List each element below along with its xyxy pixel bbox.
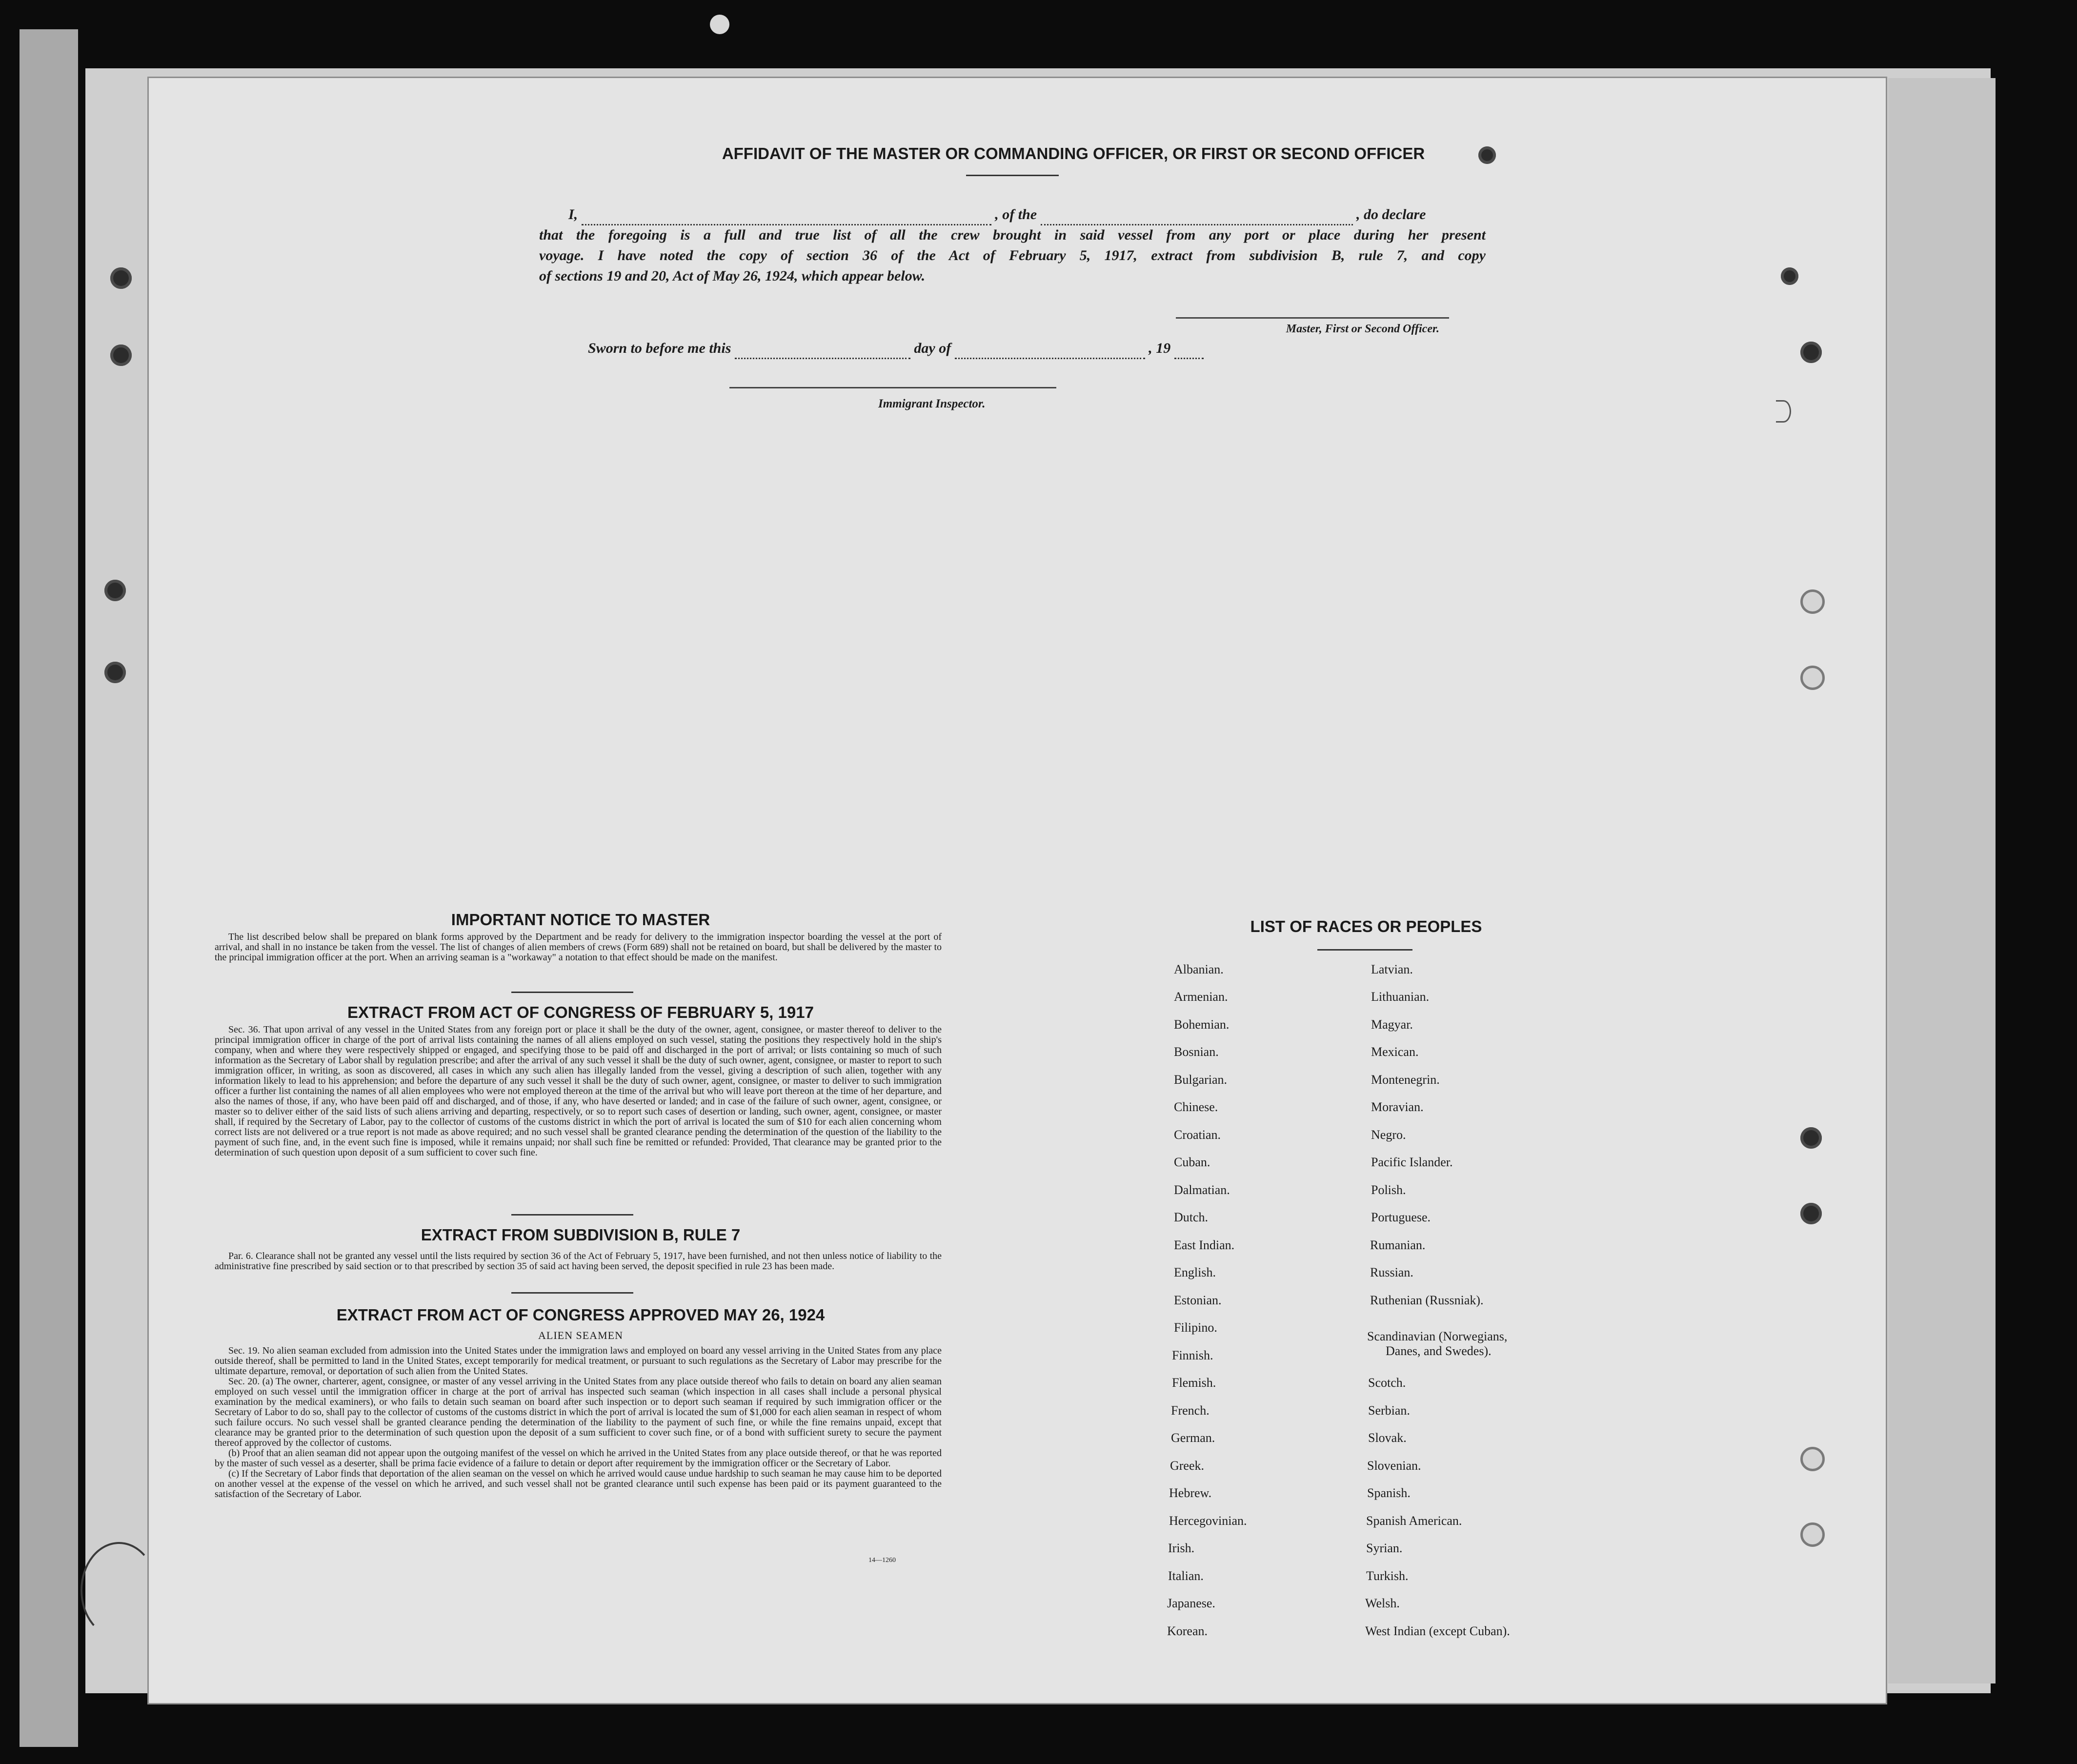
inspector-caption: Immigrant Inspector. [878, 397, 986, 410]
binder-hole [1781, 267, 1798, 285]
binder-hole [1800, 1127, 1822, 1149]
race-item: Cuban. [1174, 1155, 1210, 1169]
binder-hole [1800, 342, 1822, 363]
extract-rule7-body [215, 1251, 942, 1272]
notice-title: IMPORTANT NOTICE TO MASTER [451, 911, 710, 929]
race-item: Negro. [1371, 1128, 1406, 1142]
binder-hole [1800, 1203, 1822, 1224]
race-item: Croatian. [1174, 1128, 1221, 1142]
extract-1924-body [215, 1346, 942, 1500]
race-item: French. [1171, 1403, 1210, 1418]
binder-hole [1800, 1522, 1825, 1547]
race-item: Slovenian. [1367, 1459, 1421, 1473]
extract-rule7-paragraph: Par. 6. Clearance shall not be granted any vessel until the lists required by section 36 of the Act of February 5, 1917, have been furnished, and not then unless notice of liability to the administrative fine prescribed by said section or to that prescribed by section 35 of said act having been served, the deposit specified in rule 23 has been made. [215, 1251, 942, 1272]
binder-hole [1800, 1447, 1825, 1471]
race-item: Spanish. [1367, 1486, 1411, 1500]
sworn-year-field[interactable] [1174, 358, 1204, 359]
race-item: Italian. [1168, 1569, 1204, 1583]
pencil-loop-mark [81, 1542, 158, 1639]
master-signature-caption: Master, First or Second Officer. [1286, 323, 1439, 335]
race-item: Japanese. [1167, 1596, 1215, 1610]
race-item: Scotch. [1368, 1376, 1406, 1390]
race-item: Hercegovinian. [1169, 1514, 1247, 1528]
race-item: Dalmatian. [1174, 1183, 1230, 1197]
race-item: Magyar. [1371, 1017, 1413, 1032]
race-item: Greek. [1170, 1459, 1205, 1473]
section-rule [511, 1292, 633, 1294]
race-item: Scandinavian (Norwegians, [1367, 1329, 1508, 1343]
race-item: Dutch. [1174, 1210, 1209, 1224]
binder-edge [20, 29, 78, 1747]
inspector-signature-line[interactable] [729, 387, 1056, 388]
affidavit-line-1 [568, 204, 1486, 225]
race-item: English. [1174, 1265, 1216, 1279]
race-item: Latvian. [1371, 962, 1413, 976]
race-item: Bohemian. [1174, 1017, 1230, 1032]
race-item: Lithuanian. [1371, 990, 1430, 1004]
sworn-line [588, 338, 1271, 359]
pencil-mark [1776, 400, 1791, 423]
race-item: Bulgarian. [1174, 1073, 1228, 1087]
extract-1924-subtitle: ALIEN SEAMEN [538, 1329, 623, 1341]
binder-hole [104, 580, 126, 601]
race-item: Montenegrin. [1371, 1073, 1440, 1087]
race-item: Hebrew. [1169, 1486, 1212, 1500]
extract-1917-paragraph: Sec. 36. That upon arrival of any vessel in the United States from any foreign port or place it shall be the duty of the owner, agent, consignee, or master thereof to deliver to the principal immigration officer in charge of the port of arrival lists containing the names of all aliens employed on such vessel, stating the positions they respectively hold in the ship's company, when and where they were respectively shipped or engaged, and specifying those to be paid off and discharged in the port of arrival; or lists containing so much of such information as the Secretary of Labor shall by regulation prescribe; and after the arrival of any such vessel it shall be the duty of such owner, agent, consignee, or master to report to such immigration officer, in writing, as soon as discovered, all cases in which any such alien has illegally landed from the vessel, giving a description of such alien, together with any information likely to lead to his apprehension; and before the departure of any such vessel it shall be the duty of such owner, agent, consignee, or master to deliver to such immigration officer a further list containing the names of all alien employees who were not employed thereon at the time of the arrival but who will leave port thereon at the time of her departure, and also the names of those, if any, who have been paid off and discharged, and of those, if any, who have deserted or landed; and in case of the failure of such owner, agent, consignee, or master so to deliver either of the said lists of such aliens arriving and departing, respectively, or so to report such cases of desertion or landing, such owner, agent, consignee, or master shall, if required by the Secretary of Labor, pay to the collector of customs of the customs district in which the port of arrival is located the sum of $10 for each alien concerning whom correct lists are not delivered or a true report is not made as above required; and no such vessel shall be granted clearance pending the determination of the question of the liability to the payment of such fine, and, in the event such fine is imposed, while it remains unpaid; nor shall such fine be remitted or refunded: Provided, That clearance may be granted prior to the determination of such question upon deposit of a sum sufficient to cover such fine. [215, 1024, 942, 1158]
extract-1924-paragraph: Sec. 20. (a) The owner, charterer, agent, consignee, or master of any vessel arriving in the United States from any place outside thereof who fails to detain on board any alien seaman employed on such vessel until the immigration officer in charge at the port of arrival has inspected such seaman (which inspection in all cases shall include a personal physical examination by the medical examiners), or who fails to detain such seaman on board after such inspection or to deport such seaman if required by such immigration officer or the Secretary of Labor to do so, shall pay to the collector of customs of the customs district in which the port of arrival is located the sum of $1,000 for each alien seaman in respect of whom such failure occurs. No such vessel shall be granted clearance pending the determination of the liability to the payment of such fine, or while the fine remains unpaid, except that clearance may be granted prior to the determination of such question upon the deposit of a sum sufficient to cover such fine, or of a bond with sufficient surety to secure the payment thereof approved by the collector of customs. [215, 1376, 942, 1448]
affidavit-declare-label: , do declare [1356, 206, 1426, 223]
race-item: Ruthenian (Russniak). [1370, 1293, 1484, 1307]
race-item: Moravian. [1371, 1100, 1424, 1114]
race-item: Russian. [1370, 1265, 1413, 1279]
section-rule [511, 1214, 633, 1216]
extract-1917-body [215, 1025, 942, 1158]
extract-1924-paragraph: Sec. 19. No alien seaman excluded from admission into the United States under the immigration laws and employed on board any vessel arriving in the United States from any place outside thereof, shall be permitted to land in the United States, except temporarily for medical treatment, or pursuant to such regulations as the Secretary of Labor may prescribe for the ultimate departure, removal, or deportation of such alien from the United States. [215, 1345, 942, 1377]
race-item: Welsh. [1365, 1596, 1400, 1610]
extract-1924-paragraph: (c) If the Secretary of Labor finds that deportation of the alien seaman on the vessel on which he arrived would cause undue hardship to such seaman he may cause him to be deported on another vessel at the expense of the vessel on which he arrived, and such vessel shall not be granted clearance until such expense has been paid or its payment guaranteed to the satisfaction of the Secretary of Labor. [215, 1468, 942, 1500]
affidavit-title: AFFIDAVIT OF THE MASTER OR COMMANDING OFFICER, OR FIRST OR SECOND OFFICER [722, 144, 1425, 162]
race-item: Serbian. [1368, 1403, 1410, 1418]
binder-hole [104, 662, 126, 683]
race-item: Finnish. [1172, 1348, 1213, 1362]
race-item: Estonian. [1174, 1293, 1222, 1307]
extract-1917-title: EXTRACT FROM ACT OF CONGRESS OF FEBRUARY 5, 1917 [347, 1003, 814, 1021]
race-item: Chinese. [1174, 1100, 1218, 1114]
race-item: Syrian. [1366, 1541, 1403, 1555]
notice-paragraph: The list described below shall be prepared on blank forms approved by the Department and be ready for delivery to the immigration inspector boarding the vessel at the port of arrival, and shall in no instance be taken from the vessel. The list of changes of alien members of crews (Form 689) shall not be retained on board, but shall be delivered by the master to the principal immigration officer at the port. When an arriving seaman is a "workaway" a notation to that effect should be made on the manifest. [215, 932, 942, 963]
pin-mark [710, 15, 729, 34]
extract-1924-title: EXTRACT FROM ACT OF CONGRESS APPROVED MAY 26, 1924 [336, 1306, 825, 1324]
extract-rule7-title: EXTRACT FROM SUBDIVISION B, RULE 7 [421, 1226, 741, 1244]
sworn-day-of-label: day of [914, 340, 951, 356]
race-item: Korean. [1167, 1624, 1208, 1638]
race-item: Armenian. [1174, 990, 1228, 1004]
race-item: Slovak. [1368, 1431, 1407, 1445]
form-number: 14—1260 [868, 1557, 896, 1564]
race-item: Pacific Islander. [1371, 1155, 1453, 1169]
race-item: German. [1171, 1431, 1215, 1445]
sworn-year-label: , 19 [1149, 340, 1171, 356]
race-item: Albanian. [1174, 962, 1224, 976]
races-title: LIST OF RACES OR PEOPLES [1250, 917, 1482, 935]
binder-hole [110, 267, 132, 289]
affidavit-i-label: I, [568, 206, 578, 223]
race-item: Filipino. [1174, 1320, 1217, 1335]
race-item: East Indian. [1174, 1238, 1235, 1252]
binder-hole [1800, 589, 1825, 614]
race-item: Flemish. [1172, 1376, 1216, 1390]
races-title-rule [1317, 949, 1412, 951]
race-item: Polish. [1371, 1183, 1406, 1197]
underlying-page-edge [1888, 78, 1996, 1683]
binder-hole [110, 345, 132, 366]
section-rule [511, 992, 633, 993]
notice-body [215, 932, 942, 963]
race-item: Danes, and Swedes). [1386, 1344, 1492, 1358]
binder-hole [1800, 666, 1825, 690]
race-item: Turkish. [1366, 1569, 1409, 1583]
affidavit-line-2: that the foregoing is a full and true list of all the crew brought in said vessel from any port or place during her present [539, 227, 1486, 243]
race-item: West Indian (except Cuban). [1365, 1624, 1510, 1638]
race-item: Bosnian. [1174, 1045, 1219, 1059]
title-rule [966, 175, 1059, 176]
race-item: Irish. [1168, 1541, 1195, 1555]
affidavit-line-3: voyage. I have noted the copy of section 36 of the Act of February 5, 1917, extract from subdivision B, rule 7, and copy [539, 247, 1486, 264]
race-item: Portuguese. [1371, 1210, 1431, 1224]
race-item: Rumanian. [1370, 1238, 1426, 1252]
race-item: Mexican. [1371, 1045, 1419, 1059]
affidavit-line-4: of sections 19 and 20, Act of May 26, 1924, which appear below. [539, 268, 926, 284]
affidavit-of-the-label: , of the [995, 206, 1037, 223]
sworn-day-field[interactable] [735, 358, 910, 359]
race-item: Spanish American. [1366, 1514, 1462, 1528]
sworn-month-field[interactable] [955, 358, 1145, 359]
extract-1924-paragraph: (b) Proof that an alien seaman did not appear upon the outgoing manifest of the vessel on which he arrived in the United States from any place outside thereof, or that he was reported by the master of such vessel as a deserter, shall be prima facie evidence of a failure to detain or deport after requirement by the immigration officer or the Secretary of Labor. [215, 1448, 942, 1469]
sworn-prefix: Sworn to before me this [588, 340, 731, 356]
